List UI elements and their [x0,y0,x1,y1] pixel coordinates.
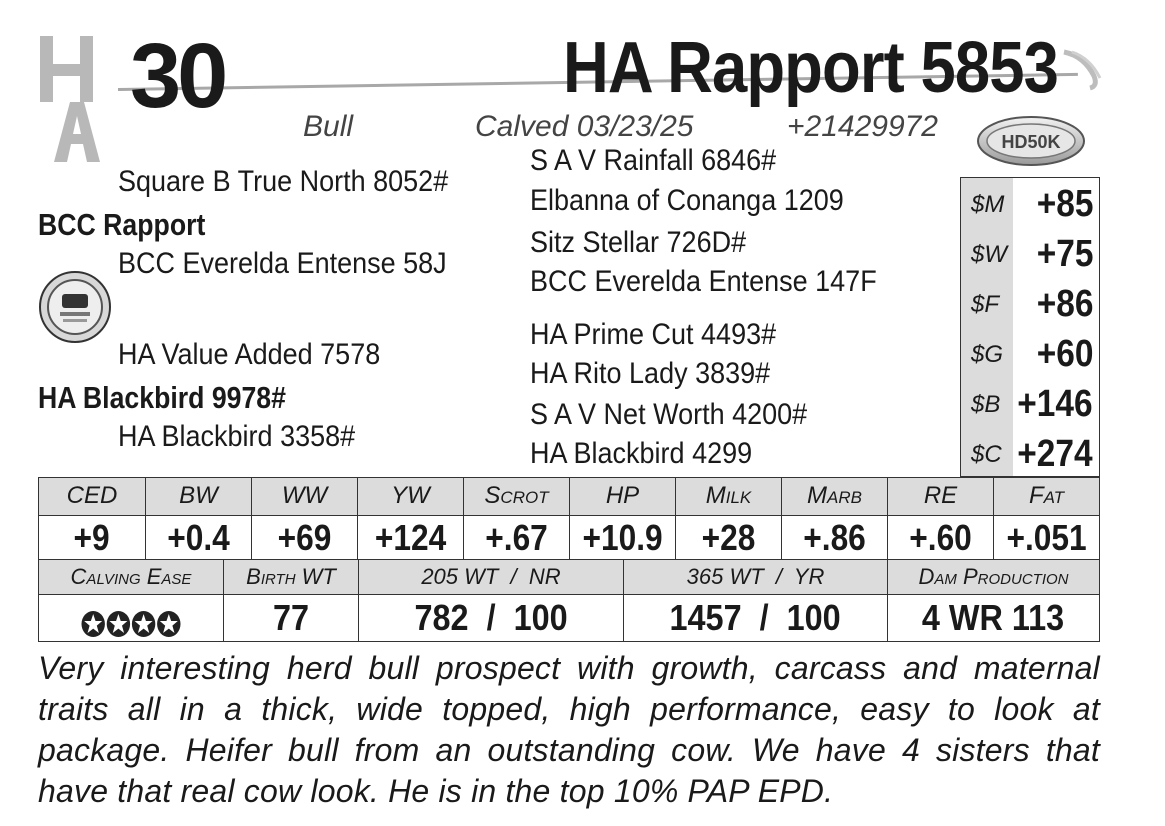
index-label: $B [971,391,1001,418]
epd-value-row [39,516,1099,560]
index-value: +60 [1036,333,1093,375]
perf-value-365-wt: 1457 / 100 [624,595,888,641]
epd-header-row [39,478,1099,516]
lot-number: 30 [130,25,225,127]
epd-header-ww: WW [252,478,358,515]
registration-number: +21429972 [787,110,938,143]
performance-header-row [39,560,1099,595]
epd-value-scrot: +.67 [464,516,570,560]
hd50k-text: HD50K [1001,132,1061,152]
epd-header-ced: CED [39,478,146,515]
index-row-f [961,278,1101,328]
index-row-m [961,178,1101,228]
calving-ease-stars [81,603,182,649]
index-label: $W [971,241,1007,268]
index-label: $G [971,341,1004,368]
pedigree-dss: HA Prime Cut 4493# [530,318,777,351]
sire: BCC Rapport [38,207,206,242]
comments-paragraph: Very interesting herd bull prospect with growth, carcass and maternal traits all in a thick, wide topped, high performance, easy to look at package. Heifer bull from an outstanding cow. We have 4 sisters that have that real cow look. He is in the top 10% PAP EPD. [38,650,1100,809]
epd-value-marb: +.86 [782,516,888,560]
epd-value-hp: +10.9 [570,516,676,560]
sex-label: Bull [303,110,354,143]
star-icon [81,610,106,638]
dam: HA Blackbird 9978# [38,380,286,415]
epd-value-ww: +69 [252,516,358,560]
perf-value-205-wt: 782 / 100 [359,595,624,641]
index-label: $C [971,441,1002,468]
star-icon [156,610,181,638]
ha-logo [36,30,116,170]
epd-header-bw: BW [146,478,252,515]
epd-header-fat: Fat [1028,482,1065,509]
epd-value-re: +.60 [888,516,994,560]
perf-value-calving-ease [39,595,224,641]
perf-value-dam-production: 4 WR 113 [922,597,1065,638]
epd-header-hp: HP [570,478,676,515]
epd-value-ced: +9 [39,516,146,560]
epd-header-re: RE [888,478,994,515]
perf-header-205-wt: 205 WT / NR [359,560,624,594]
sire-sire: Square B True North 8052# [118,165,449,198]
dam-sire: HA Value Added 7578 [118,338,381,371]
index-label: $M [971,191,1005,218]
perf-header-calving-ease: Calving Ease [39,560,224,594]
index-row-g [961,328,1101,378]
pedigree-dsd: HA Rito Lady 3839# [530,357,771,390]
animal-name: HA Rapport 5853 [563,28,1058,108]
pedigree-sds: Sitz Stellar 726D# [530,226,747,259]
perf-header-365-wt: 365 WT / YR [624,560,888,594]
index-value: +146 [1017,383,1093,425]
perf-value-birth-wt: 77 [224,595,359,641]
dollar-index-box [960,177,1100,477]
index-value: +85 [1036,183,1093,225]
performance-table [38,560,1100,642]
perf-header-dam-production: Dam Production [918,564,1069,589]
epd-value-fat: +.051 [1006,517,1087,558]
sire-dam: BCC Everelda Entense 58J [118,247,447,280]
perf-header-birth-wt: Birth WT [224,560,359,594]
index-row-w [961,228,1101,278]
epd-header-milk: Milk [676,478,782,515]
performance-value-row [39,595,1099,641]
pedigree-dds: S A V Net Worth 4200# [530,398,808,431]
pedigree-sdd: BCC Everelda Entense 147F [530,265,877,298]
pedigree-ddd: HA Blackbird 4299 [530,437,753,470]
association-seal-icon [38,270,112,344]
epd-header-scrot: Scrot [464,478,570,515]
index-row-b [961,378,1101,428]
dam-dam: HA Blackbird 3358# [118,420,356,453]
epd-header-marb: Marb [782,478,888,515]
epd-value-bw: +0.4 [146,516,252,560]
epd-header-yw: YW [358,478,464,515]
index-row-c [961,428,1101,478]
hd50k-badge-icon [976,115,1086,167]
rope-end-decoration [1062,48,1106,92]
star-icon [131,610,156,638]
epd-table [38,477,1100,560]
index-value: +86 [1036,283,1093,325]
index-value: +75 [1036,233,1093,275]
epd-value-milk: +28 [676,516,782,560]
epd-value-yw: +124 [358,516,464,560]
star-icon [106,610,131,638]
index-value: +274 [1017,433,1093,475]
calved-date: Calved 03/23/25 [475,110,694,143]
index-label: $F [971,291,1000,318]
pedigree-sss: S A V Rainfall 6846# [530,144,777,177]
pedigree-ssd: Elbanna of Conanga 1209 [530,184,844,217]
